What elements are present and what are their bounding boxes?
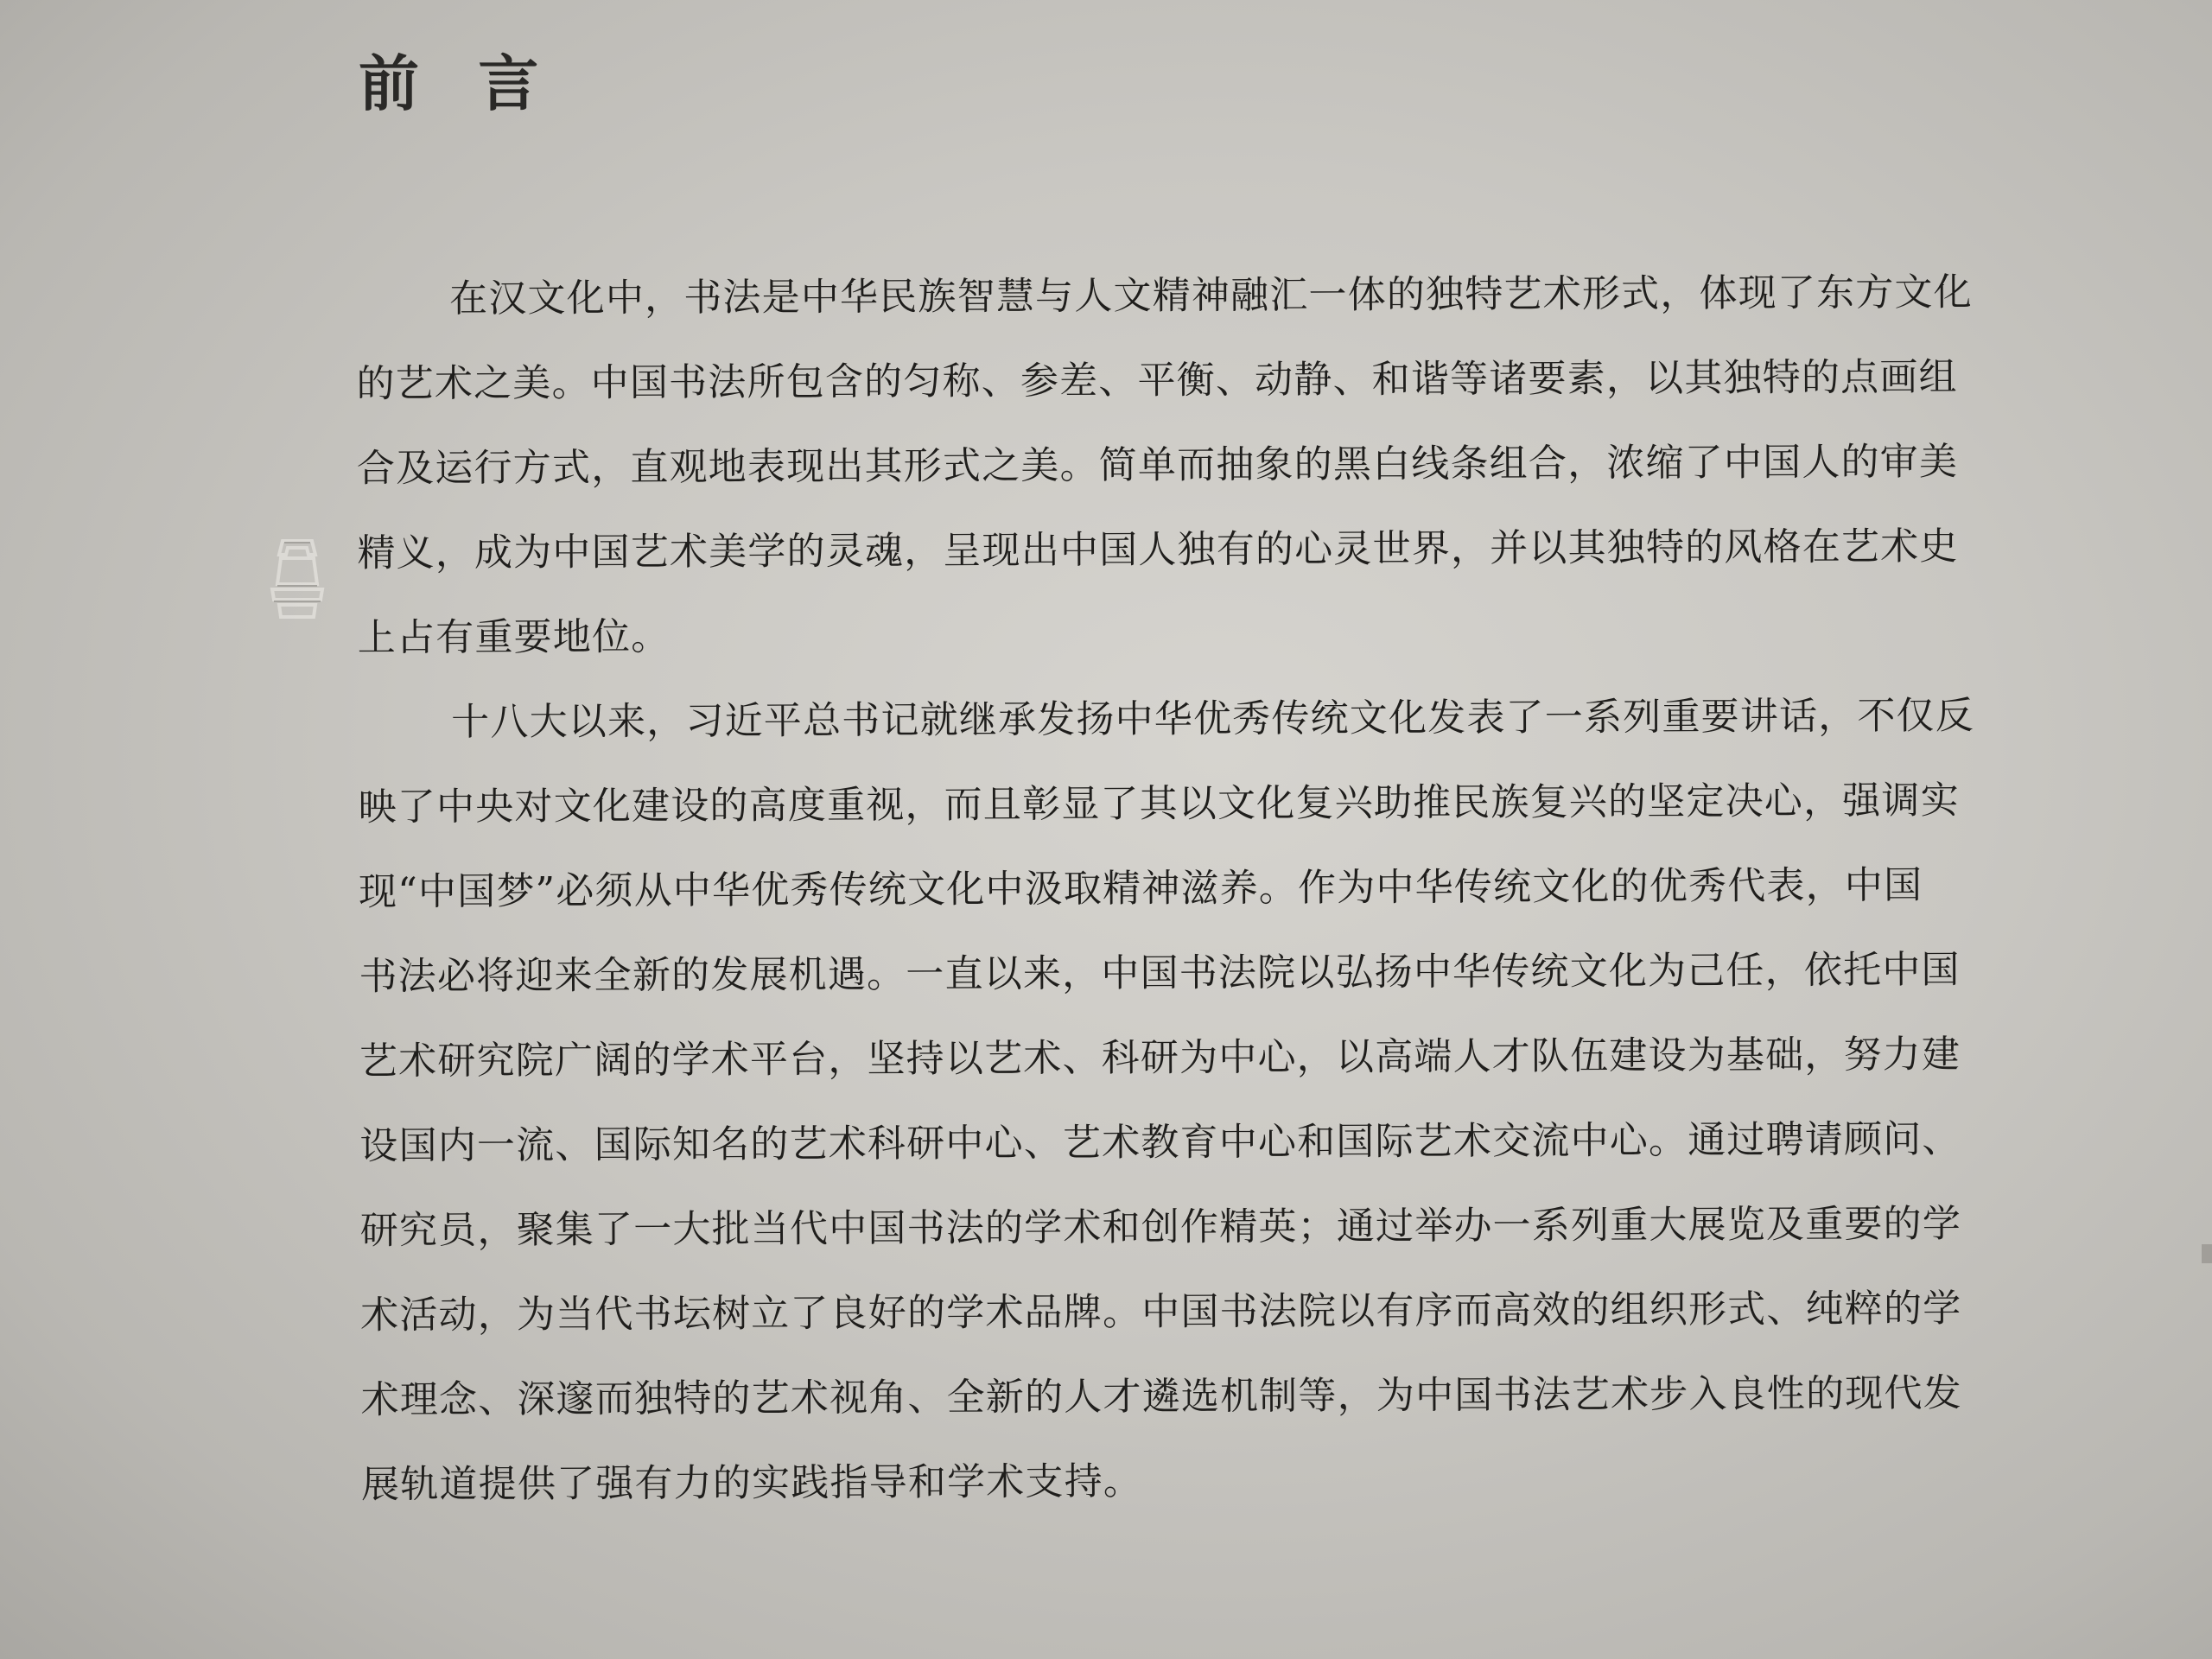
text-line: 合及运行方式，直观地表现出其形式之美。简单而抽象的黑白线条组合，浓缩了中国人的审美 [356,439,1959,491]
text-line: 书法必将迎来全新的发展机遇。一直以来，中国书法院以弘扬中华传统文化为己任，依托中国 [359,947,1961,999]
text-line: 术活动，为当代书坛树立了良好的学术品牌。中国书法院以有序而高效的组织形式、纯粹的学 [360,1286,1962,1338]
text-line: 上占有重要地位。 [357,614,671,660]
wall-edge-mark [2202,1244,2212,1263]
text-line: 研究员，聚集了一大批当代中国书法的学术和创作精英；通过举办一系列重大展览及重要的学 [359,1201,1962,1253]
text-line: 现“中国梦”必须从中华优秀传统文化中汲取精神滋养。作为中华传统文化的优秀代表，中国 [358,863,1923,914]
text-line: 映了中央对文化建设的高度重视，而且彰显了其以文化复兴助推民族复兴的坚定决心，强调实 [358,778,1960,830]
text-line: 的艺术之美。中国书法所包含的匀称、参差、平衡、动静、和谐等诸要素，以其独特的点画组 [356,354,1958,406]
paragraph-1 [356,270,2086,704]
text-line: 精义，成为中国艺术美学的灵魂，呈现出中国人独有的心灵世界，并以其独特的风格在艺术史 [357,524,1959,575]
preface-text [356,270,2089,1551]
text-line: 在汉文化中，书法是中华民族智慧与人文精神融汇一体的独特艺术形式，体现了东方文化 [448,270,1973,321]
text-line: 设国内一流、国际知名的艺术科研中心、艺术教育中心和国际艺术交流中心。通过聘请顾问、 [359,1116,1961,1168]
text-line: 展轨道提供了强有力的实践指导和学术支持。 [360,1459,1143,1507]
wall-relief-icon-shape [264,536,331,624]
wall-relief-icon [264,536,331,624]
text-line: 艺术研究院广阔的学术平台，坚持以艺术、科研为中心，以高端人才队伍建设为基础，努力建 [359,1032,1961,1084]
page-title: 前 言 [359,48,558,119]
text-line: 十八大以来，习近平总书记就继承发扬中华优秀传统文化发表了一系列重要讲话，不仅反 [451,693,1975,745]
text-line: 术理念、深邃而独特的艺术视角、全新的人才遴选机制等，为中国书法艺术步入良性的现代发 [360,1370,1962,1422]
paragraph-2 [358,693,2089,1551]
